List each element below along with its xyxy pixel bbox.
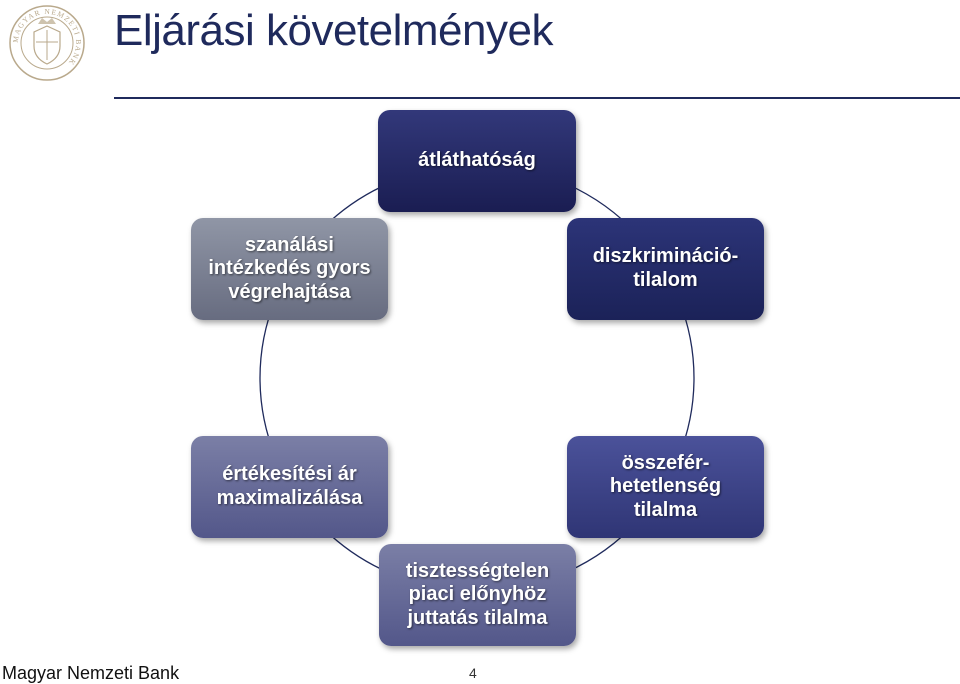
node-label: diszkrimináció- tilalom <box>592 245 739 291</box>
logo-text: MAGYAR NEMZETI BANK <box>10 6 84 68</box>
node-osszeferhetetlenseg-tilalma <box>567 436 764 538</box>
footer-bank-name: Magyar Nemzeti Bank <box>2 663 180 683</box>
node-diszkriminacio-tilalom <box>567 218 764 320</box>
node-tisztessegtelen-elony-tilalma <box>379 544 576 646</box>
node-label: összefér- hetetlenség tilalma <box>609 451 722 521</box>
node-label: szanálási intézkedés gyors végrehajtása <box>208 233 371 303</box>
node-szanalasi-intezkedes <box>191 218 388 320</box>
node-label: átláthatóság <box>418 149 536 172</box>
node-label: tisztességtelen piaci előnyhöz juttatás tilalma <box>405 559 550 629</box>
slide-title: Eljárási követelmények <box>114 6 553 55</box>
node-atlathatosag <box>378 110 576 212</box>
node-ertekesitesi-ar-maximalizalasa <box>191 436 388 538</box>
page-number: 4 <box>469 665 477 681</box>
node-label: értékesítési ár maximalizálása <box>216 463 363 509</box>
